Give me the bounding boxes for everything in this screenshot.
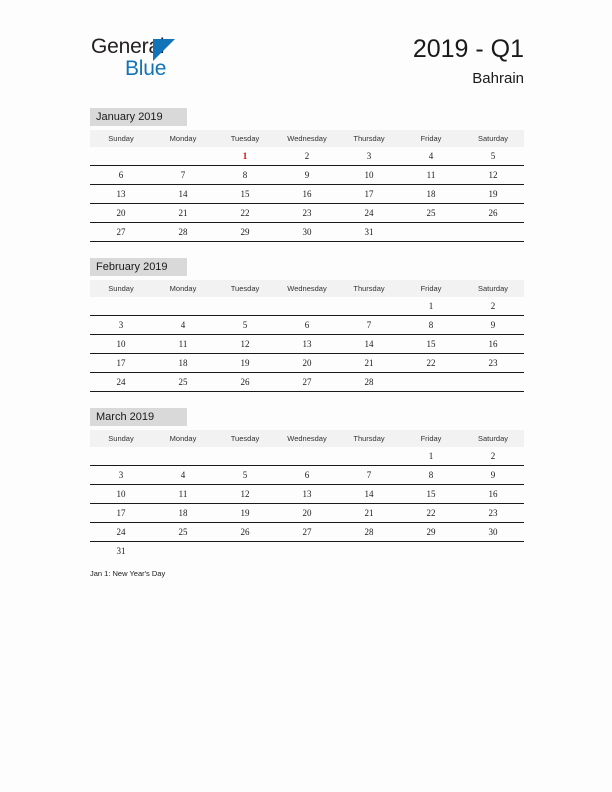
day-cell-empty — [400, 223, 462, 242]
day-cell[interactable]: 13 — [276, 335, 338, 354]
week-row — [90, 542, 524, 561]
weekday-header-wednesday: Wednesday — [276, 130, 338, 147]
day-cell-empty — [214, 297, 276, 316]
day-cell[interactable]: 21 — [338, 354, 400, 373]
day-cell[interactable]: 3 — [90, 316, 152, 335]
day-cell[interactable]: 15 — [400, 485, 462, 504]
weekday-header-tuesday: Tuesday — [214, 130, 276, 147]
weekday-header-monday: Monday — [152, 280, 214, 297]
day-cell[interactable]: 19 — [214, 504, 276, 523]
day-cell[interactable]: 12 — [214, 335, 276, 354]
day-cell[interactable]: 25 — [400, 204, 462, 223]
week-row — [90, 373, 524, 392]
holiday-footnotes — [90, 568, 524, 580]
week-row — [90, 204, 524, 223]
weekday-header-saturday: Saturday — [462, 280, 524, 297]
month-title-bar — [90, 258, 187, 276]
day-cell[interactable]: 23 — [462, 504, 524, 523]
day-cell-empty — [90, 447, 152, 466]
weekday-header-friday: Friday — [400, 130, 462, 147]
week-row — [90, 523, 524, 542]
month-title-bar — [90, 108, 187, 126]
weekday-header-monday: Monday — [152, 130, 214, 147]
week-row — [90, 354, 524, 373]
day-cell[interactable]: 13 — [276, 485, 338, 504]
day-cell[interactable]: 30 — [276, 223, 338, 242]
day-cell[interactable]: 9 — [462, 466, 524, 485]
day-cell[interactable]: 7 — [152, 166, 214, 185]
day-cell[interactable]: 21 — [338, 504, 400, 523]
day-cell[interactable]: 2 — [276, 147, 338, 166]
day-cell[interactable]: 12 — [462, 166, 524, 185]
day-cell[interactable]: 31 — [338, 223, 400, 242]
week-row — [90, 447, 524, 466]
day-cell[interactable]: 14 — [152, 185, 214, 204]
calendar-months — [90, 108, 524, 576]
week-row — [90, 185, 524, 204]
day-cell[interactable]: 11 — [152, 335, 214, 354]
day-cell[interactable]: 14 — [338, 335, 400, 354]
day-cell-empty — [338, 297, 400, 316]
weekday-header-row — [90, 130, 524, 147]
week-row — [90, 297, 524, 316]
day-cell[interactable]: 17 — [338, 185, 400, 204]
day-cell[interactable]: 11 — [400, 166, 462, 185]
day-cell[interactable]: 22 — [214, 204, 276, 223]
day-cell[interactable]: 13 — [90, 185, 152, 204]
day-cell-empty — [276, 447, 338, 466]
day-cell[interactable]: 22 — [400, 354, 462, 373]
brand-logo-general-text: General — [91, 35, 165, 58]
day-cell[interactable]: 9 — [276, 166, 338, 185]
week-row — [90, 147, 524, 166]
page-subtitle: Bahrain — [472, 70, 524, 87]
day-cell[interactable]: 12 — [214, 485, 276, 504]
day-cell[interactable]: 5 — [462, 147, 524, 166]
weekday-header-row — [90, 430, 524, 447]
day-cell[interactable]: 10 — [90, 335, 152, 354]
day-cell-empty — [152, 542, 214, 561]
day-cell[interactable]: 7 — [338, 466, 400, 485]
day-cell[interactable]: 10 — [90, 485, 152, 504]
weekday-header-row — [90, 280, 524, 297]
day-cell[interactable]: 23 — [462, 354, 524, 373]
day-cell[interactable]: 28 — [338, 523, 400, 542]
day-cell[interactable]: 25 — [152, 523, 214, 542]
day-cell[interactable]: 1 — [400, 297, 462, 316]
day-cell[interactable]: 19 — [214, 354, 276, 373]
day-cell[interactable]: 16 — [462, 485, 524, 504]
day-cell-empty — [152, 297, 214, 316]
month-title: March 2019 — [96, 411, 155, 423]
day-cell[interactable]: 1 — [400, 447, 462, 466]
day-cell[interactable]: 17 — [90, 354, 152, 373]
week-row — [90, 223, 524, 242]
day-cell[interactable]: 3 — [338, 147, 400, 166]
page-title: 2019 - Q1 — [412, 35, 524, 63]
day-cell-empty — [462, 373, 524, 392]
day-cell[interactable]: 26 — [214, 373, 276, 392]
day-cell[interactable]: 20 — [276, 504, 338, 523]
day-cell[interactable]: 22 — [400, 504, 462, 523]
week-row — [90, 504, 524, 523]
day-cell[interactable]: 27 — [276, 523, 338, 542]
day-cell[interactable]: 8 — [400, 316, 462, 335]
month-table — [90, 280, 524, 392]
page-header — [0, 0, 612, 100]
day-cell-holiday[interactable]: 1 — [214, 147, 276, 166]
day-cell[interactable]: 10 — [338, 166, 400, 185]
weekday-header-friday: Friday — [400, 430, 462, 447]
day-cell[interactable]: 8 — [214, 166, 276, 185]
weekday-header-tuesday: Tuesday — [214, 430, 276, 447]
day-cell[interactable]: 19 — [462, 185, 524, 204]
day-cell[interactable]: 20 — [276, 354, 338, 373]
weekday-header-friday: Friday — [400, 280, 462, 297]
day-cell-empty — [338, 447, 400, 466]
brand-logo — [91, 35, 201, 83]
day-cell[interactable]: 2 — [462, 447, 524, 466]
day-cell[interactable]: 14 — [338, 485, 400, 504]
day-cell-empty — [90, 297, 152, 316]
day-cell[interactable]: 31 — [116, 546, 126, 556]
month-title-bar — [90, 408, 187, 426]
weekday-header-thursday: Thursday — [338, 430, 400, 447]
weekday-header-tuesday: Tuesday — [214, 280, 276, 297]
day-cell[interactable]: 2 — [462, 297, 524, 316]
weekday-header-thursday: Thursday — [338, 130, 400, 147]
day-cell[interactable]: 4 — [152, 316, 214, 335]
holiday-footnote: Jan 1: New Year's Day — [90, 569, 166, 578]
day-cell[interactable]: 17 — [90, 504, 152, 523]
day-cell-empty — [462, 542, 524, 561]
weekday-header-sunday: Sunday — [90, 280, 152, 297]
day-cell-empty — [462, 223, 524, 242]
month-block — [90, 408, 524, 560]
day-cell[interactable]: 26 — [214, 523, 276, 542]
day-cell[interactable]: 24 — [90, 373, 152, 392]
day-cell[interactable]: 28 — [338, 373, 400, 392]
title-block — [413, 34, 524, 88]
day-cell[interactable]: 8 — [400, 466, 462, 485]
weekday-header-sunday: Sunday — [90, 130, 152, 147]
day-cell[interactable]: 21 — [152, 204, 214, 223]
month-title: February 2019 — [96, 261, 168, 273]
day-cell-empty — [276, 542, 338, 561]
day-cell[interactable]: 3 — [90, 466, 152, 485]
day-cell-empty — [152, 447, 214, 466]
day-cell[interactable]: 15 — [214, 185, 276, 204]
day-cell[interactable]: 16 — [462, 335, 524, 354]
week-row — [90, 166, 524, 185]
day-cell-empty — [90, 147, 152, 166]
day-cell[interactable]: 4 — [152, 466, 214, 485]
month-title: January 2019 — [96, 111, 163, 123]
day-cell[interactable]: 18 — [400, 185, 462, 204]
day-cell[interactable]: 6 — [276, 466, 338, 485]
day-cell[interactable]: 15 — [400, 335, 462, 354]
day-cell[interactable]: 25 — [152, 373, 214, 392]
day-cell[interactable]: 29 — [214, 223, 276, 242]
day-cell-empty — [152, 147, 214, 166]
day-cell[interactable]: 24 — [90, 523, 152, 542]
day-cell[interactable]: 6 — [90, 166, 152, 185]
day-cell[interactable]: 5 — [214, 316, 276, 335]
day-cell[interactable]: 11 — [152, 485, 214, 504]
day-cell-empty — [338, 542, 400, 561]
month-block — [90, 108, 524, 242]
day-cell-empty — [400, 542, 462, 561]
day-cell[interactable]: 16 — [276, 185, 338, 204]
day-cell[interactable]: 24 — [338, 204, 400, 223]
week-row — [90, 335, 524, 354]
weekday-header-wednesday: Wednesday — [276, 430, 338, 447]
day-cell[interactable]: 5 — [214, 466, 276, 485]
weekday-header-sunday: Sunday — [90, 430, 152, 447]
day-cell[interactable]: 4 — [400, 147, 462, 166]
day-cell[interactable]: 28 — [152, 223, 214, 242]
day-cell[interactable]: 27 — [90, 223, 152, 242]
day-cell[interactable]: 29 — [400, 523, 462, 542]
day-cell[interactable]: 9 — [462, 316, 524, 335]
day-cell[interactable]: 30 — [462, 523, 524, 542]
weekday-header-monday: Monday — [152, 430, 214, 447]
day-cell[interactable]: 20 — [90, 204, 152, 223]
week-row — [90, 316, 524, 335]
week-row — [90, 466, 524, 485]
day-cell-empty — [214, 447, 276, 466]
month-block — [90, 258, 524, 392]
day-cell[interactable]: 23 — [276, 204, 338, 223]
weekday-header-thursday: Thursday — [338, 280, 400, 297]
day-cell[interactable]: 18 — [152, 354, 214, 373]
week-row — [90, 485, 524, 504]
month-table — [90, 430, 524, 560]
day-cell[interactable]: 27 — [276, 373, 338, 392]
weekday-header-wednesday: Wednesday — [276, 280, 338, 297]
day-cell-empty — [400, 373, 462, 392]
day-cell[interactable]: 18 — [152, 504, 214, 523]
day-cell[interactable]: 7 — [338, 316, 400, 335]
day-cell-empty — [214, 542, 276, 561]
day-cell[interactable]: 6 — [276, 316, 338, 335]
month-table — [90, 130, 524, 242]
brand-logo-blue-text: Blue — [125, 57, 167, 80]
weekday-header-saturday: Saturday — [462, 430, 524, 447]
day-cell-empty — [276, 297, 338, 316]
weekday-header-saturday: Saturday — [462, 130, 524, 147]
day-cell[interactable]: 26 — [462, 204, 524, 223]
